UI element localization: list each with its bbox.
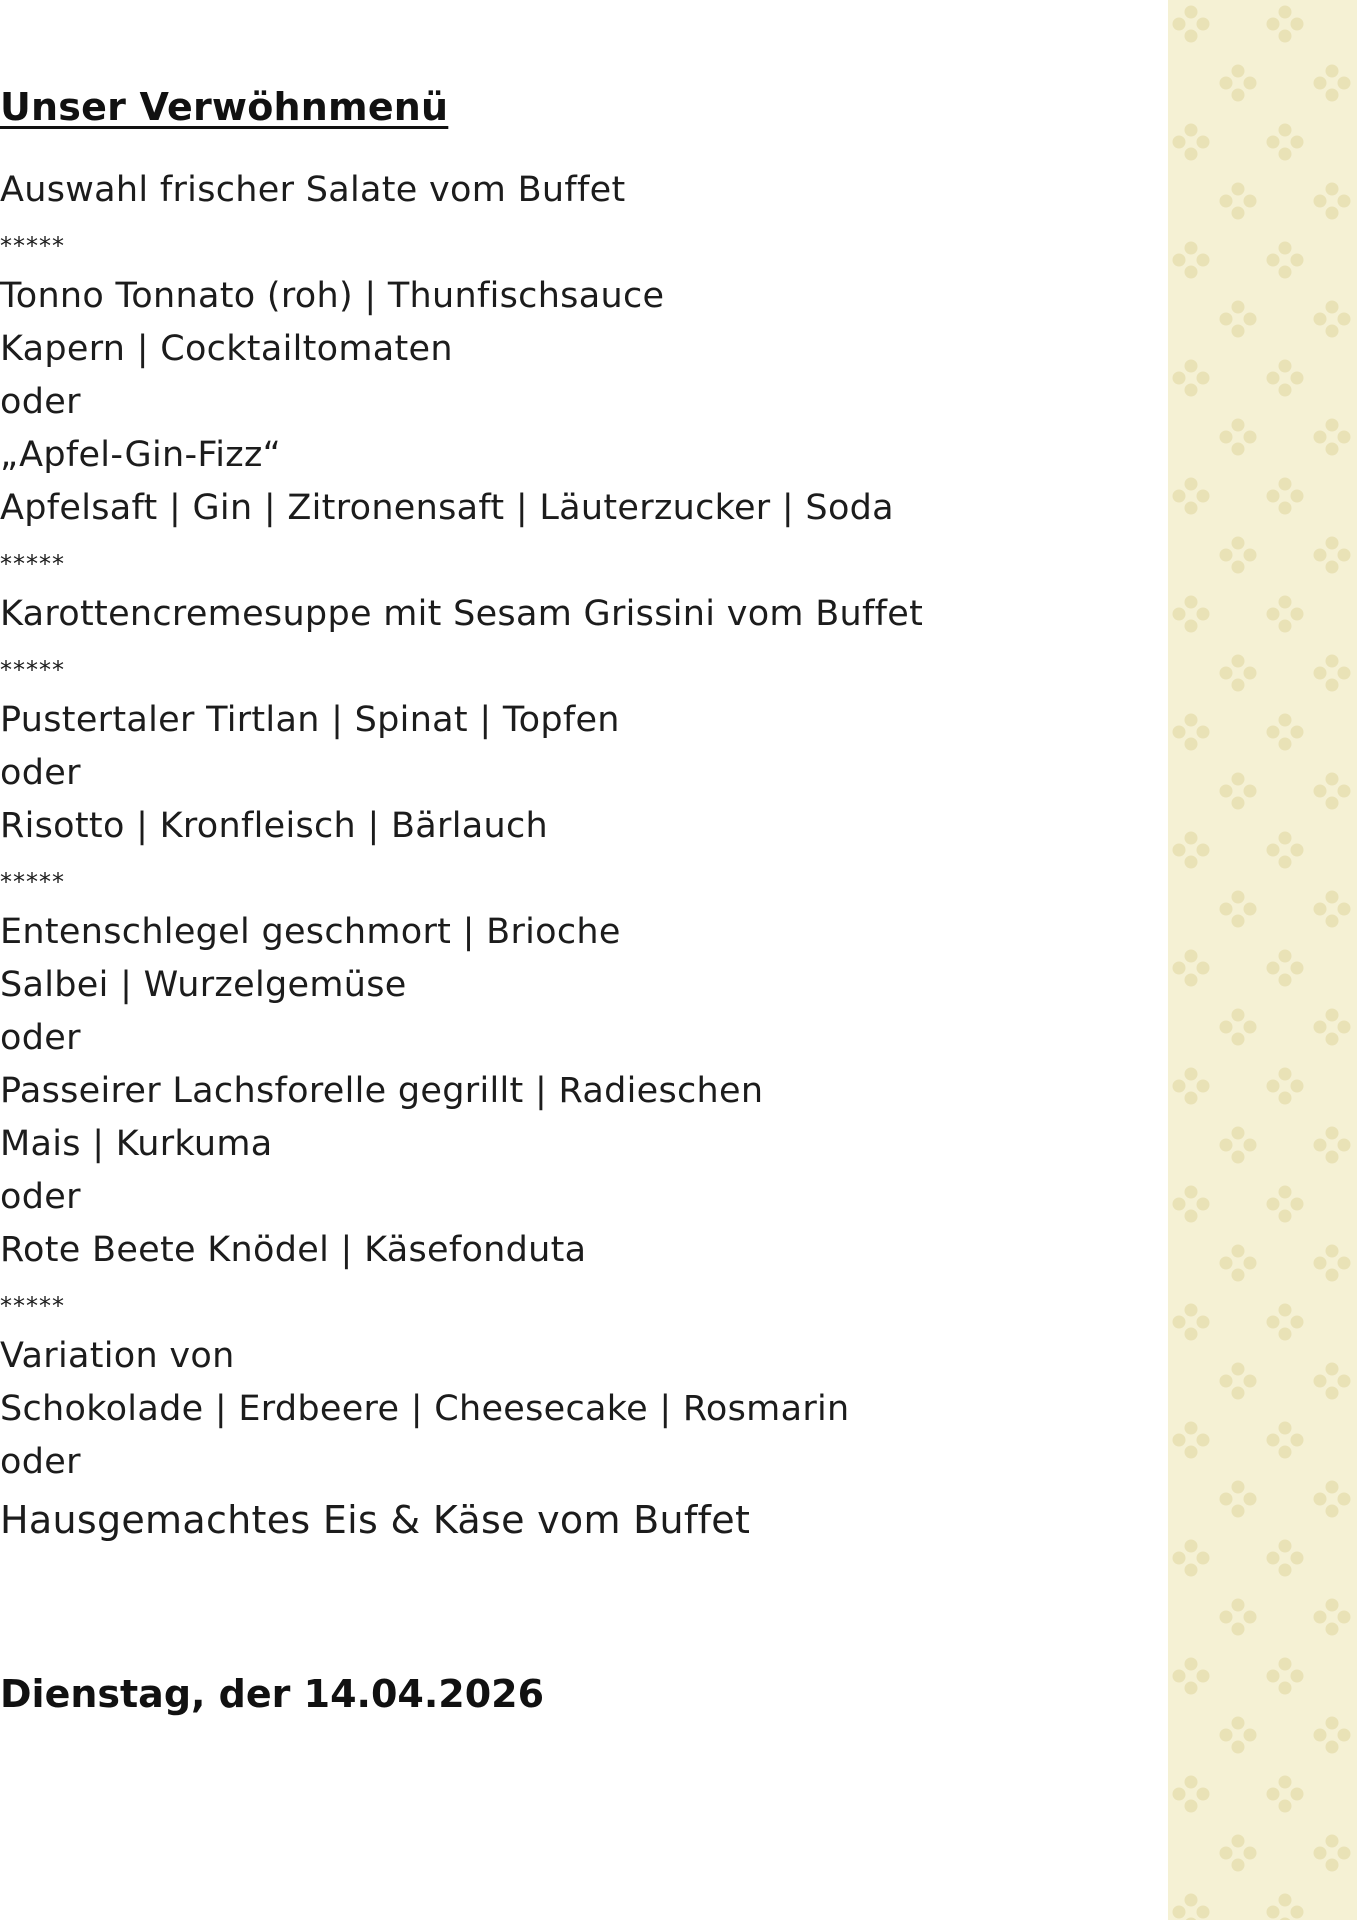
menu-line: Karottencremesuppe mit Sesam Grissini vom Buffet <box>0 594 924 634</box>
menu-line: Kapern | Cocktailtomaten <box>0 329 453 369</box>
menu-line-oder: oder <box>0 1442 81 1482</box>
course-separator: ***** <box>0 868 65 896</box>
menu-line: Passeirer Lachsforelle gegrillt | Radieschen <box>0 1071 764 1111</box>
course-separator: ***** <box>0 656 65 684</box>
menu-line-oder: oder <box>0 1177 81 1217</box>
menu-line: Schokolade | Erdbeere | Cheesecake | Rosmarin <box>0 1389 850 1429</box>
menu-line-oder: oder <box>0 1018 81 1058</box>
menu-line-oder: oder <box>0 382 81 422</box>
menu-line-oder: oder <box>0 753 81 793</box>
menu-line: Pustertaler Tirtlan | Spinat | Topfen <box>0 700 620 740</box>
menu-line: Salbei | Wurzelgemüse <box>0 965 407 1005</box>
menu-line: Mais | Kurkuma <box>0 1124 273 1164</box>
menu-course-list <box>0 164 1224 1551</box>
menu-line: Rote Beete Knödel | Käsefonduta <box>0 1230 587 1270</box>
menu-title: Unser Verwöhnmenü <box>0 85 449 130</box>
menu-line: „Apfel-Gin-Fizz“ <box>0 435 282 475</box>
menu-line: Entenschlegel geschmort | Brioche <box>0 912 621 952</box>
menu-line: Risotto | Kronfleisch | Bärlauch <box>0 806 548 846</box>
menu-line: Hausgemachtes Eis & Käse vom Buffet <box>0 1498 751 1542</box>
course-separator: ***** <box>0 550 65 578</box>
menu-date: Dienstag, der 14.04.2026 <box>0 1672 545 1716</box>
course-separator: ***** <box>0 232 65 260</box>
menu-line: Apfelsaft | Gin | Zitronensaft | Läuterzucker | Soda <box>0 488 894 528</box>
course-separator: ***** <box>0 1292 65 1320</box>
menu-line: Tonno Tonnato (roh) | Thunfischsauce <box>0 276 665 316</box>
menu-line: Variation von <box>0 1336 235 1376</box>
menu-line: Auswahl frischer Salate vom Buffet <box>0 170 626 210</box>
